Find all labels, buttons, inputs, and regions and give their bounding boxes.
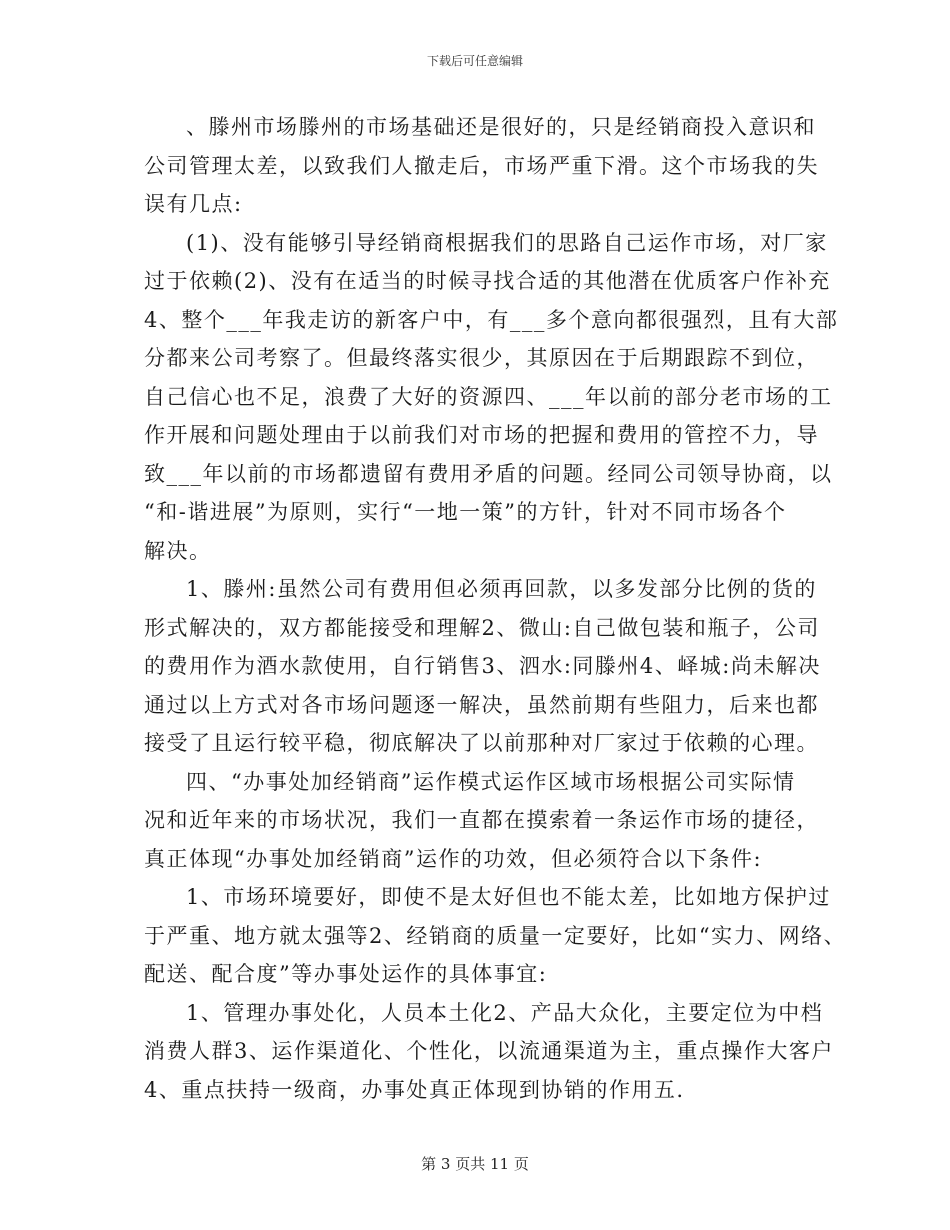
text-line: 形式解决的，双方都能接受和理解2、微山:自己做包装和瓶子，公司 <box>144 615 820 640</box>
text-line: 4、重点扶持一级商，办事处真正体现到协销的作用五. <box>144 1077 685 1102</box>
text-line: 公司管理太差，以致我们人撤走后，市场严重下滑。这个市场我的失 <box>144 153 819 178</box>
text-line: 1、滕州:虽然公司有费用但必须再回款，以多发部分比例的货的 <box>186 577 817 601</box>
text-line: 1、管理办事处化，人员本土化2、产品大众化，主要定位为中档 <box>186 1000 824 1025</box>
page-header: 下载后可任意编辑 <box>426 54 523 68</box>
text-line: 过于依赖(2)、没有在适当的时候寻找合适的其他潜在优质客户作补充 <box>144 269 831 293</box>
text-line: 真正体现“办事处加经销商”运作的功效，但必须符合以下条件: <box>144 846 763 871</box>
text-line: 致___年以前的市场都遗留有费用矛盾的问题。经同公司领导协商，以 <box>144 461 833 486</box>
text-line: 四、“办事处加经销商”运作模式运作区域市场根据公司实际情 <box>186 769 796 794</box>
text-line: 接受了且运行较平稳，彻底解决了以前那种对厂家过于依赖的心理。 <box>144 731 819 755</box>
text-line: 消费人群3、运作渠道化、个性化，以流通渠道为主，重点操作大客户 <box>144 1039 834 1063</box>
text-line: 误有几点: <box>144 192 243 216</box>
text-line: 况和近年来的市场状况，我们一直都在摸索着一条运作市场的捷径， <box>144 808 819 832</box>
text-line: 1、市场环境要好，即使不是太好但也不能太差，比如地方保护过 <box>186 885 831 909</box>
text-line: 作开展和问题处理由于以前我们对市场的把握和费用的管控不力，导 <box>144 423 819 447</box>
page-number: 第 3 页共 11 页 <box>421 1155 529 1173</box>
document-body <box>144 108 847 1109</box>
text-line: 分都来公司考察了。但最终落实很少，其原因在于后期跟踪不到位， <box>144 346 819 370</box>
text-line: 、滕州市场滕州的市场基础还是很好的，只是经销商投入意识和 <box>186 115 816 139</box>
text-line: 解决。 <box>144 538 212 563</box>
text-line: 于严重、地方就太强等2、经销商的质量一定要好，比如“实力、网络、 <box>144 923 847 948</box>
text-line: (1)、没有能够引导经销商根据我们的思路自己运作市场，对厂家 <box>186 230 828 255</box>
text-line: “和-谐进展”为原则，实行“一地一策”的方针，针对不同市场各个 <box>144 500 787 524</box>
text-line: 的费用作为酒水款使用，自行销售3、泗水:同滕州4、峄城:尚未解决 <box>144 654 821 678</box>
text-line: 通过以上方式对各市场问题逐一解决，虽然前期有些阻力，后来也都 <box>144 692 819 717</box>
text-line: 4、整个___年我走访的新客户中，有___多个意向都很强烈，且有大部 <box>144 307 839 332</box>
text-line: 配送、配合度”等办事处运作的具体事宜: <box>144 962 548 986</box>
text-line: 自己信心也不足，浪费了大好的资源四、___年以前的部分老市场的工 <box>144 384 833 409</box>
